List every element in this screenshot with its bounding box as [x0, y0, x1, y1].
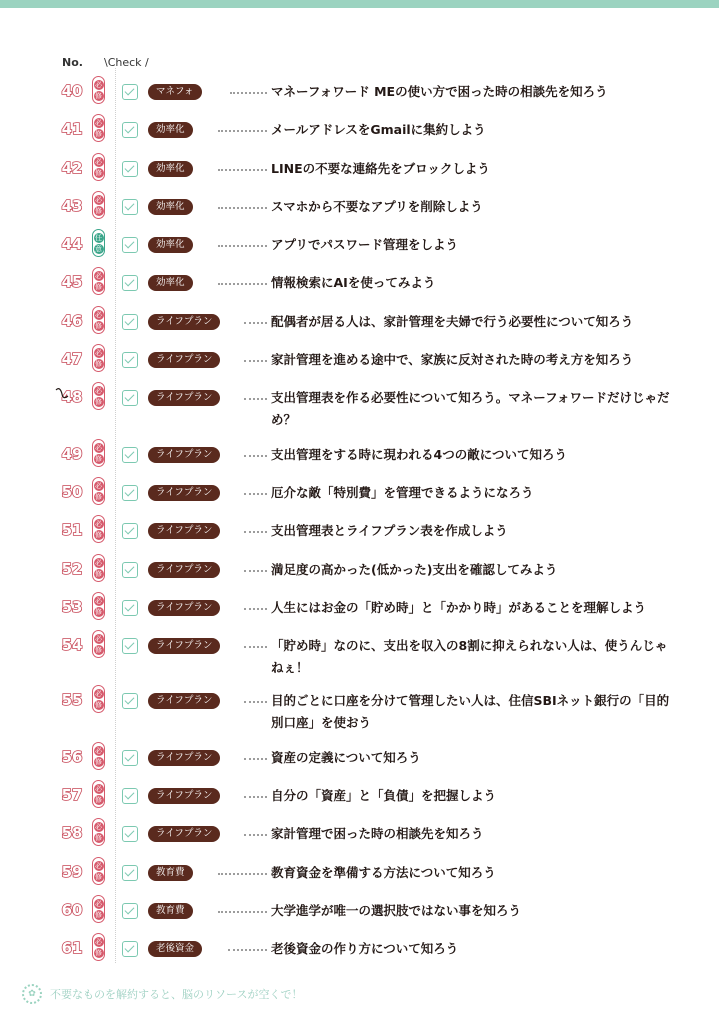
leader-dots	[244, 360, 267, 362]
leader-dots	[244, 531, 267, 533]
checkbox[interactable]	[122, 865, 138, 881]
item-text: LINEの不要な連絡先をブロックしよう	[271, 161, 490, 176]
item-number: 41	[61, 120, 83, 138]
item-number: 53	[61, 598, 83, 616]
category-tag: ライフプラン	[148, 638, 220, 654]
item-text: 人生にはお金の「貯め時」と「かかり時」があることを理解しよう	[271, 600, 647, 615]
item-text: 「貯め時」なのに、支出を収入の8割に抑えられない人は、使うんじゃねぇ！	[271, 638, 668, 675]
checkbox[interactable]	[122, 941, 138, 957]
item-number: 46	[61, 312, 83, 330]
item-number: 55	[61, 691, 83, 709]
leader-dots	[218, 873, 267, 875]
item-number: 57	[61, 786, 83, 804]
item-number: 44	[61, 235, 83, 253]
category-tag: ライフプラン	[148, 693, 220, 709]
category-tag: ライフプラン	[148, 447, 220, 463]
item-number: 61	[61, 939, 83, 957]
item-text: 家計管理を進める途中で、家族に反対された時の考え方を知ろう	[271, 352, 634, 367]
column-header-check: \Check /	[104, 56, 149, 69]
item-text: 満足度の高かった(低かった)支出を確認してみよう	[271, 562, 558, 577]
category-tag: 効率化	[148, 122, 193, 138]
item-text: 情報検索にAIを使ってみよう	[271, 275, 436, 290]
item-text: 大学進学が唯一の選択肢ではない事を知ろう	[271, 903, 522, 918]
required-badge: 必 修	[92, 439, 105, 467]
checkbox[interactable]	[122, 826, 138, 842]
leader-dots	[244, 608, 267, 610]
pencil-mark-icon	[54, 384, 74, 404]
category-tag: ライフプラン	[148, 600, 220, 616]
footer-note	[22, 983, 302, 1005]
leader-dots	[244, 455, 267, 457]
checkbox[interactable]	[122, 84, 138, 100]
leader-dots	[244, 398, 267, 400]
item-number: 49	[61, 445, 83, 463]
required-badge: 必 修	[92, 780, 105, 808]
item-text: 配偶者が居る人は、家計管理を夫婦で行う必要性について知ろう	[271, 314, 634, 329]
leader-dots	[244, 796, 267, 798]
required-badge: 必 修	[92, 191, 105, 219]
item-number: 51	[61, 521, 83, 539]
required-badge: 必 修	[92, 267, 105, 295]
item-number: 40	[61, 82, 83, 100]
item-number: 60	[61, 901, 83, 919]
required-badge: 必 修	[92, 933, 105, 961]
leader-dots	[218, 169, 267, 171]
leader-dots	[228, 949, 267, 951]
item-text: 目的ごとに口座を分けて管理したい人は、住信SBIネット銀行の「目的別口座」を使おう	[271, 693, 670, 730]
checkbox[interactable]	[122, 903, 138, 919]
item-number: 50	[61, 483, 83, 501]
required-badge: 必 修	[92, 515, 105, 543]
required-badge: 必 修	[92, 382, 105, 410]
item-text: マネーフォワード MEの使い方で困った時の相談先を知ろう	[271, 84, 608, 99]
leader-dots	[230, 92, 267, 94]
optional-badge: 任 意	[92, 229, 105, 257]
required-badge: 必 修	[92, 592, 105, 620]
required-badge: 必 修	[92, 685, 105, 713]
item-text: 資産の定義について知ろう	[271, 750, 421, 765]
checkbox[interactable]	[122, 562, 138, 578]
category-tag: 教育費	[148, 865, 193, 881]
item-text: 教育資金を準備する方法について知ろう	[271, 865, 496, 880]
leader-dots	[218, 911, 267, 913]
checkbox[interactable]	[122, 314, 138, 330]
checkbox[interactable]	[122, 638, 138, 654]
category-tag: マネフォ	[148, 84, 202, 100]
category-tag: 効率化	[148, 161, 193, 177]
item-text: 老後資金の作り方について知ろう	[271, 941, 459, 956]
leader-dots	[244, 834, 267, 836]
item-number: 54	[61, 636, 83, 654]
checkbox[interactable]	[122, 275, 138, 291]
required-badge: 必 修	[92, 554, 105, 582]
category-tag: ライフプラン	[148, 562, 220, 578]
checkbox[interactable]	[122, 352, 138, 368]
item-text: アプリでパスワード管理をしよう	[271, 237, 459, 252]
leader-dots	[218, 130, 267, 132]
required-badge: 必 修	[92, 895, 105, 923]
column-header-no: No.	[62, 56, 83, 69]
checkbox[interactable]	[122, 199, 138, 215]
checkbox[interactable]	[122, 600, 138, 616]
gear-icon: ✿	[22, 984, 42, 1004]
category-tag: 老後資金	[148, 941, 202, 957]
required-badge: 必 修	[92, 818, 105, 846]
item-number: 58	[61, 824, 83, 842]
item-number: 56	[61, 748, 83, 766]
category-tag: ライフプラン	[148, 485, 220, 501]
category-tag: ライフプラン	[148, 314, 220, 330]
item-text: 支出管理表とライフプラン表を作成しよう	[271, 523, 508, 538]
category-tag: ライフプラン	[148, 788, 220, 804]
checkbox[interactable]	[122, 693, 138, 709]
category-tag: 効率化	[148, 199, 193, 215]
leader-dots	[244, 758, 267, 760]
checkbox[interactable]	[122, 523, 138, 539]
item-text: メールアドレスをGmailに集約しよう	[271, 122, 486, 137]
required-badge: 必 修	[92, 153, 105, 181]
leader-dots	[218, 283, 267, 285]
required-badge: 必 修	[92, 742, 105, 770]
required-badge: 必 修	[92, 114, 105, 142]
top-accent-bar	[0, 0, 719, 8]
category-tag: 効率化	[148, 237, 193, 253]
leader-dots	[244, 701, 267, 703]
item-text: 支出管理表を作る必要性について知ろう。マネーフォワードだけじゃだめ？	[271, 390, 670, 427]
checkbox[interactable]	[122, 161, 138, 177]
checkbox[interactable]	[122, 390, 138, 406]
leader-dots	[244, 646, 267, 648]
leader-dots	[218, 207, 267, 209]
required-badge: 必 修	[92, 76, 105, 104]
checkbox[interactable]	[122, 485, 138, 501]
required-badge: 必 修	[92, 630, 105, 658]
item-number: 48	[61, 388, 83, 406]
item-number: 59	[61, 863, 83, 881]
timeline-divider	[115, 68, 116, 963]
item-text: 厄介な敵「特別費」を管理できるようになろう	[271, 485, 534, 500]
category-tag: ライフプラン	[148, 750, 220, 766]
required-badge: 必 修	[92, 477, 105, 505]
checkbox[interactable]	[122, 122, 138, 138]
checkbox[interactable]	[122, 237, 138, 253]
leader-dots	[244, 570, 267, 572]
footer-text: 不要なものを解約すると、脳のリソースが空くで！	[50, 988, 303, 1001]
category-tag: ライフプラン	[148, 523, 220, 539]
leader-dots	[244, 493, 267, 495]
item-number: 43	[61, 197, 83, 215]
item-number: 47	[61, 350, 83, 368]
checkbox[interactable]	[122, 750, 138, 766]
category-tag: ライフプラン	[148, 390, 220, 406]
item-text: 家計管理で困った時の相談先を知ろう	[271, 826, 484, 841]
item-text: 自分の「資産」と「負債」を把握しよう	[271, 788, 497, 803]
item-number: 45	[61, 273, 83, 291]
required-badge: 必 修	[92, 344, 105, 372]
category-tag: ライフプラン	[148, 826, 220, 842]
leader-dots	[218, 245, 267, 247]
checkbox[interactable]	[122, 788, 138, 804]
item-number: 42	[61, 159, 83, 177]
category-tag: 教育費	[148, 903, 193, 919]
checkbox[interactable]	[122, 447, 138, 463]
required-badge: 必 修	[92, 857, 105, 885]
category-tag: ライフプラン	[148, 352, 220, 368]
item-number: 52	[61, 560, 83, 578]
required-badge: 必 修	[92, 306, 105, 334]
item-text: スマホから不要なアプリを削除しよう	[271, 199, 483, 214]
category-tag: 効率化	[148, 275, 193, 291]
leader-dots	[244, 322, 267, 324]
item-text: 支出管理をする時に現われる4つの敵について知ろう	[271, 447, 567, 462]
